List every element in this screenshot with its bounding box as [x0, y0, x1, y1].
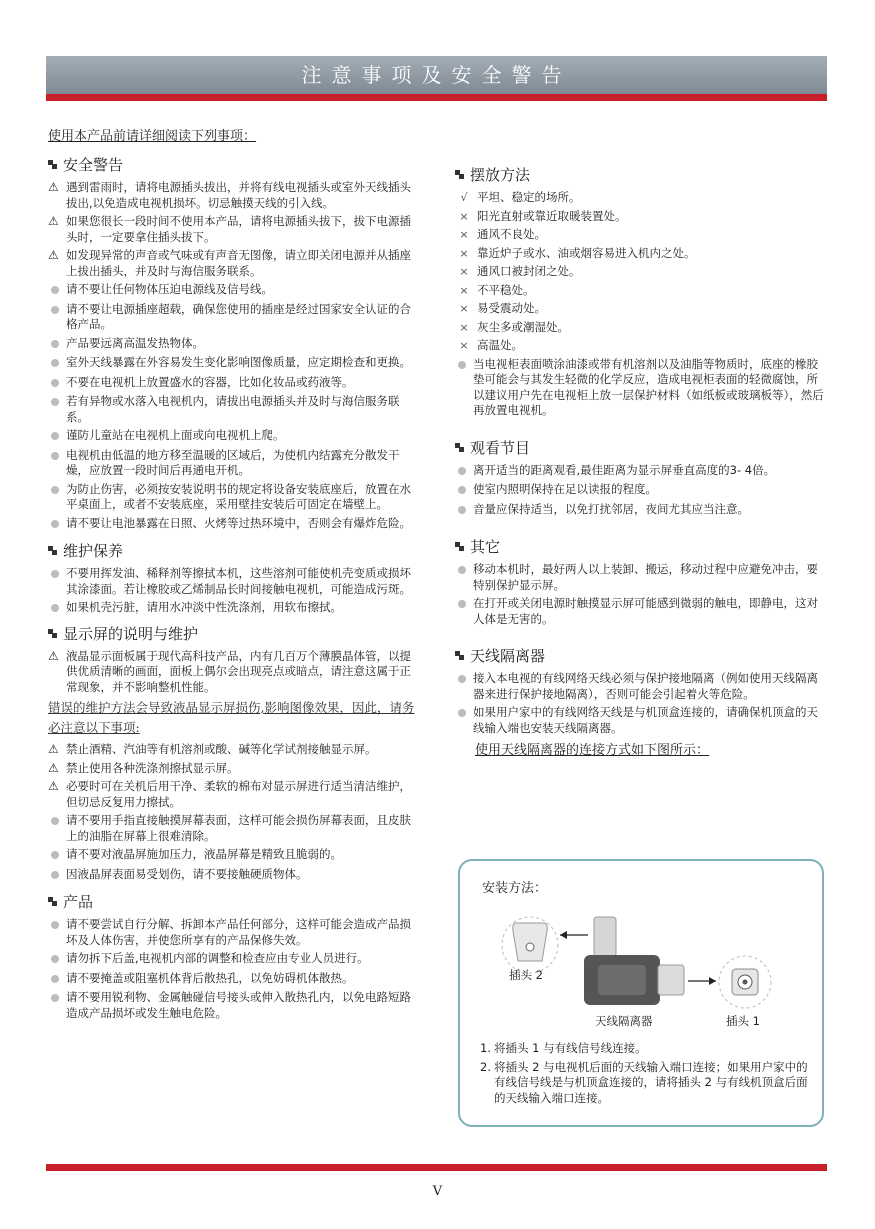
- section-title: 天线隔离器: [470, 647, 546, 665]
- list-item: [48, 448, 420, 479]
- list-item: [48, 566, 420, 597]
- plug2-icon: [513, 923, 547, 961]
- list-item-text: 通风口被封闭之处。: [477, 264, 581, 278]
- list-item-text: 电视机由低温的地方移至温暖的区域后，为使机内结露充分散发干燥，应放置一段时间后再通电开机。: [66, 447, 400, 477]
- section-safety-heading: [48, 154, 420, 175]
- cross-icon: ×: [459, 209, 469, 223]
- install-step: 2. 将插头 2 与电视机后面的天线输入端口连接；如果用户家中的有线信号线是与机顶盒连接的，请将插头 2 与有线机顶盒后面的天线输入端口连接。: [480, 1059, 808, 1105]
- page-title: 注意事项及安全警告: [301, 63, 572, 87]
- section-bullet-icon: [455, 170, 464, 179]
- warning-icon: ⚠: [48, 214, 59, 228]
- page-title-banner: [46, 56, 827, 94]
- list-item-text: 请勿拆下后盖,电视机内部的调整和检查应由专业人员进行。: [66, 951, 369, 965]
- other-list: [455, 562, 827, 627]
- section-bullet-icon: [455, 651, 464, 660]
- list-item-text: 产品要远离高温发热物体。: [66, 335, 204, 350]
- list-item-text: 在打开或关闭电源时触摸显示屏可能感到微弱的触电，即静电，这对人体是无害的。: [473, 596, 818, 626]
- list-item-text: 请不要让电源插座超载，确保您使用的插座是经过国家安全认证的合格产品。: [66, 301, 411, 331]
- dot-bullet-icon: [455, 705, 473, 736]
- section-maintenance-heading: [48, 540, 420, 561]
- section-viewing-heading: [455, 437, 827, 458]
- dot-bullet-icon: [48, 867, 66, 884]
- list-item: [455, 463, 827, 480]
- section-placement-heading: [455, 164, 827, 185]
- isolator-caption: 使用天线隔离器的连接方式如下图所示：: [475, 743, 710, 758]
- dot-bullet-icon: [48, 951, 66, 968]
- dot-bullet-icon: [48, 394, 66, 425]
- section-bullet-icon: [48, 160, 57, 169]
- plug1-label: 插头 1: [726, 1014, 760, 1028]
- list-item: [455, 264, 827, 280]
- list-item-text: 当电视柜表面喷涂油漆或带有机溶剂以及油脂等物质时，底座的橡胶垫可能会与其发生轻微的化学反应，造成电视柜表面的轻微腐蚀，所以建议用户先在电视柜上放一层保护材料（如纸板或玻璃板等），然后再放置电视机。: [473, 356, 824, 417]
- dot-bullet-icon: [455, 596, 473, 627]
- install-diagram-box: [458, 859, 824, 1127]
- list-item: [455, 320, 827, 336]
- dot-bullet-icon: [48, 448, 66, 479]
- list-item-text: 液晶显示面板属于现代高科技产品，内有几百万个薄膜晶体管，以提供优质清晰的画面，面板上偶尔会出现亮点或暗点，请注意这属于正常现象，并不影响整机性能。: [66, 648, 411, 694]
- list-item: [48, 761, 420, 777]
- list-item-text: 如果您很长一段时间不使用本产品，请将电源插头拔下，拔下电源插头时，一定要拿住插头拔下。: [66, 214, 411, 244]
- list-item-text: 易受震动处。: [477, 301, 546, 315]
- section-isolator-heading: [455, 645, 827, 666]
- list-item: [48, 600, 420, 617]
- screen-list-b: [48, 742, 420, 883]
- section-title: 安全警告: [63, 156, 124, 174]
- check-icon: √: [460, 191, 468, 204]
- list-item: [48, 336, 420, 353]
- left-column: [48, 125, 420, 1024]
- list-item-text: 接入本电视的有线网络天线必须与保护接地隔离（例如使用天线隔离器来进行保护接地隔离），否则可能会引起着火等危险。: [473, 671, 818, 701]
- section-screen-heading: [48, 623, 420, 644]
- safety-list: [48, 180, 420, 532]
- cross-icon: ×: [459, 265, 469, 278]
- list-item-text: 请不要让电池暴露在日照、火烤等过热环境中，否则会有爆炸危险。: [66, 515, 411, 530]
- dot-bullet-icon: [48, 428, 66, 445]
- list-item: [455, 671, 827, 702]
- list-item-text: 遇到雷雨时，请将电源插头拔出，并将有线电视插头或室外天线插头拔出,以免造成电视机损坏。切忌触摸天线的引入线。: [66, 180, 411, 210]
- product-list: [48, 917, 420, 1021]
- section-title: 其它: [470, 538, 501, 556]
- list-item-text: 不要在电视机上放置盛水的容器，比如化妆品或药液等。: [66, 374, 354, 389]
- dot-bullet-icon: [48, 917, 66, 948]
- plug2-port-icon: [526, 943, 534, 951]
- list-item: [48, 428, 420, 445]
- install-title: 安装方法：: [482, 881, 548, 896]
- maintenance-list: [48, 566, 420, 617]
- isolator-output-icon: [658, 965, 684, 995]
- dot-bullet-icon: [455, 357, 473, 419]
- list-item-text: 室外天线暴露在外容易发生变化影响图像质量，应定期检查和更换。: [66, 355, 411, 369]
- list-item: [455, 338, 827, 354]
- section-bullet-icon: [48, 546, 57, 555]
- list-item-text: 靠近炉子或水、油或烟容易进入机内之处。: [477, 245, 696, 260]
- list-item: [48, 180, 420, 211]
- dot-bullet-icon: [48, 847, 66, 864]
- list-item: [455, 190, 827, 206]
- warning-icon: ⚠: [48, 648, 59, 663]
- list-item: [48, 282, 420, 299]
- cross-icon: ×: [459, 283, 469, 297]
- list-item-text: 必要时可在关机后用干净、柔软的棉布对显示屏进行适当清洁维护，但切忌反复用力擦拭。: [66, 779, 411, 809]
- dot-bullet-icon: [455, 562, 473, 593]
- dot-bullet-icon: [455, 671, 473, 702]
- list-item: [455, 357, 827, 419]
- list-item: [455, 705, 827, 736]
- list-item-text: 请不要用手指直接触摸屏幕表面，这样可能会损伤屏幕表面，且皮肤上的油脂在屏幕上很难清除。: [66, 813, 411, 843]
- intro-text: 使用本产品前请详细阅读下列事项：: [48, 129, 257, 144]
- dot-bullet-icon: [455, 482, 473, 499]
- list-item-text: 如果机壳污脏，请用水冲淡中性洗涤剂，用软布擦拭。: [66, 600, 342, 614]
- section-title: 观看节目: [470, 438, 531, 457]
- list-item-text: 禁止使用各种洗涤剂擦拭显示屏。: [66, 760, 239, 775]
- dot-bullet-icon: [455, 502, 473, 519]
- list-item: [455, 596, 827, 627]
- list-item: [48, 951, 420, 968]
- list-item: [48, 355, 420, 372]
- list-item: [455, 562, 827, 593]
- list-item-text: 请不要用锐利物、金属触碰信号接头或伸入散热孔内，以免电路短路造成产品损坏或发生触电危险。: [66, 990, 411, 1020]
- list-item: [455, 502, 827, 519]
- warning-icon: ⚠: [48, 779, 59, 793]
- warning-icon: ⚠: [48, 248, 59, 262]
- warning-icon: ⚠: [48, 180, 59, 194]
- dot-bullet-icon: [48, 813, 66, 844]
- list-item-text: 如果用户家中的有线网络天线是与机顶盒连接的，请确保机顶盒的天线输入端也安装天线隔离器。: [473, 705, 818, 735]
- placement-list: [455, 190, 827, 419]
- section-title: 摆放方法: [470, 166, 531, 184]
- list-item: [455, 227, 827, 243]
- isolator-panel-icon: [598, 965, 646, 995]
- dot-bullet-icon: [48, 990, 66, 1021]
- list-item-text: 音量应保持适当，以免打扰邻居，夜间尤其应当注意。: [473, 501, 749, 516]
- dot-bullet-icon: [48, 336, 66, 353]
- list-item: [455, 246, 827, 262]
- section-bullet-icon: [48, 629, 57, 638]
- dot-bullet-icon: [48, 302, 66, 333]
- list-item-text: 谨防儿童站在电视机上面或向电视机上爬。: [66, 428, 285, 442]
- dot-bullet-icon: [48, 600, 66, 617]
- list-item: [48, 971, 420, 988]
- list-item: [48, 742, 420, 758]
- section-bullet-icon: [455, 542, 464, 551]
- dot-bullet-icon: [48, 375, 66, 392]
- cross-icon: ×: [459, 246, 469, 260]
- section-other-heading: [455, 536, 827, 557]
- list-item-text: 使室内照明保持在足以读报的程度。: [473, 482, 657, 496]
- dot-bullet-icon: [48, 355, 66, 372]
- warning-icon: ⚠: [48, 742, 59, 756]
- list-item: [48, 516, 420, 533]
- list-item-text: 移动本机时，最好两人以上装卸、搬运，移动过程中应避免冲击，要特别保护显示屏。: [473, 562, 818, 592]
- list-item-text: 若有异物或水落入电视机内，请拔出电源插头并及时与海信服务联系。: [66, 394, 400, 424]
- dot-bullet-icon: [48, 971, 66, 988]
- list-item: [48, 375, 420, 392]
- dot-bullet-icon: [455, 463, 473, 480]
- dot-bullet-icon: [48, 482, 66, 513]
- list-item: [455, 209, 827, 225]
- cross-icon: ×: [459, 339, 469, 352]
- list-item-text: 请不要尝试自行分解、拆卸本产品任何部分，这样可能会造成产品损坏及人体伤害，并使您所享有的产品保修失效。: [66, 917, 411, 947]
- list-item-text: 禁止酒精、汽油等有机溶剂或酸、碱等化学试剂接触显示屏。: [66, 742, 377, 756]
- list-item-text: 高温处。: [477, 338, 523, 352]
- list-item-text: 不平稳处。: [477, 282, 535, 297]
- page-number: V: [432, 1184, 443, 1199]
- list-item: [455, 283, 827, 299]
- list-item: [48, 917, 420, 948]
- plug2-label: 插头 2: [509, 968, 543, 982]
- viewing-list: [455, 463, 827, 519]
- list-item: [48, 847, 420, 864]
- footer-divider: [46, 1164, 827, 1171]
- header-divider: [46, 94, 827, 101]
- section-title: 维护保养: [63, 542, 124, 560]
- list-item: [455, 301, 827, 317]
- section-title: 显示屏的说明与维护: [63, 624, 199, 643]
- list-item-text: 阳光直射或靠近取暖装置处。: [477, 208, 627, 223]
- section-title: 产品: [63, 893, 94, 911]
- warning-icon: ⚠: [48, 760, 59, 775]
- dot-bullet-icon: [48, 516, 66, 533]
- cross-icon: ×: [459, 228, 469, 241]
- list-item: [48, 482, 420, 513]
- cross-icon: ×: [459, 302, 469, 315]
- list-item-text: 不要用挥发油、稀释剂等擦拭本机，这些溶剂可能使机壳变质或损坏其涂漆面。若让橡胶或乙烯制品长时间接触电视机，可能造成污斑。: [66, 566, 411, 596]
- list-item-text: 平坦、稳定的场所。: [477, 190, 581, 204]
- isolator-list: [455, 671, 827, 736]
- list-item-text: 通风不良处。: [477, 227, 546, 241]
- list-item-text: 离开适当的距离观看,最佳距离为显示屏垂直高度的3- 4倍。: [473, 462, 776, 477]
- list-item: [48, 248, 420, 279]
- list-item-text: 请不要对液晶屏施加压力，液晶屏幕是精致且脆弱的。: [66, 847, 342, 861]
- list-item-text: 灰尘多或潮湿处。: [477, 319, 569, 334]
- dot-bullet-icon: [48, 566, 66, 597]
- isolator-label: 天线隔离器: [595, 1014, 653, 1028]
- cross-icon: ×: [459, 320, 469, 334]
- list-item-text: 为防止伤害，必须按安装说明书的规定将设备安装底座后，放置在水平桌面上，或者不安装底座，采用壁挂安装后可固定在墙壁上。: [66, 481, 411, 511]
- dot-bullet-icon: [48, 282, 66, 299]
- list-item: [48, 813, 420, 844]
- list-item: [48, 214, 420, 245]
- section-bullet-icon: [48, 897, 57, 906]
- list-item-text: 如发现异常的声音或气味或有声音无图像，请立即关闭电源并从插座上拔出插头，并及时与海信服务联系。: [66, 248, 411, 278]
- list-item: [455, 482, 827, 499]
- list-item: [48, 867, 420, 884]
- list-item: [48, 302, 420, 333]
- screen-warning-note: 错误的维护方法会导致液晶显示屏损伤,影响图像效果，因此，请务必注意以下事项:: [48, 700, 415, 735]
- list-item: [48, 394, 420, 425]
- list-item-text: 请不要让任何物体压迫电源线及信号线。: [66, 282, 273, 296]
- list-item-text: 请不要掩盖或阻塞机体背后散热孔，以免妨碍机体散热。: [66, 970, 354, 985]
- list-item: [48, 649, 420, 696]
- list-item: [48, 990, 420, 1021]
- section-bullet-icon: [455, 443, 464, 452]
- right-column: [455, 158, 827, 758]
- arrow-head-icon: [709, 977, 716, 985]
- list-item: [48, 779, 420, 810]
- install-step: 1. 将插头 1 与有线信号线连接。: [480, 1041, 647, 1055]
- install-steps: [480, 1041, 810, 1109]
- screen-list-a: [48, 649, 420, 696]
- section-product-heading: [48, 891, 420, 912]
- list-item-text: 因液晶屏表面易受划伤，请不要接触硬质物体。: [66, 866, 308, 881]
- arrow-head-icon: [560, 931, 567, 939]
- isolator-connector-icon: [594, 917, 616, 957]
